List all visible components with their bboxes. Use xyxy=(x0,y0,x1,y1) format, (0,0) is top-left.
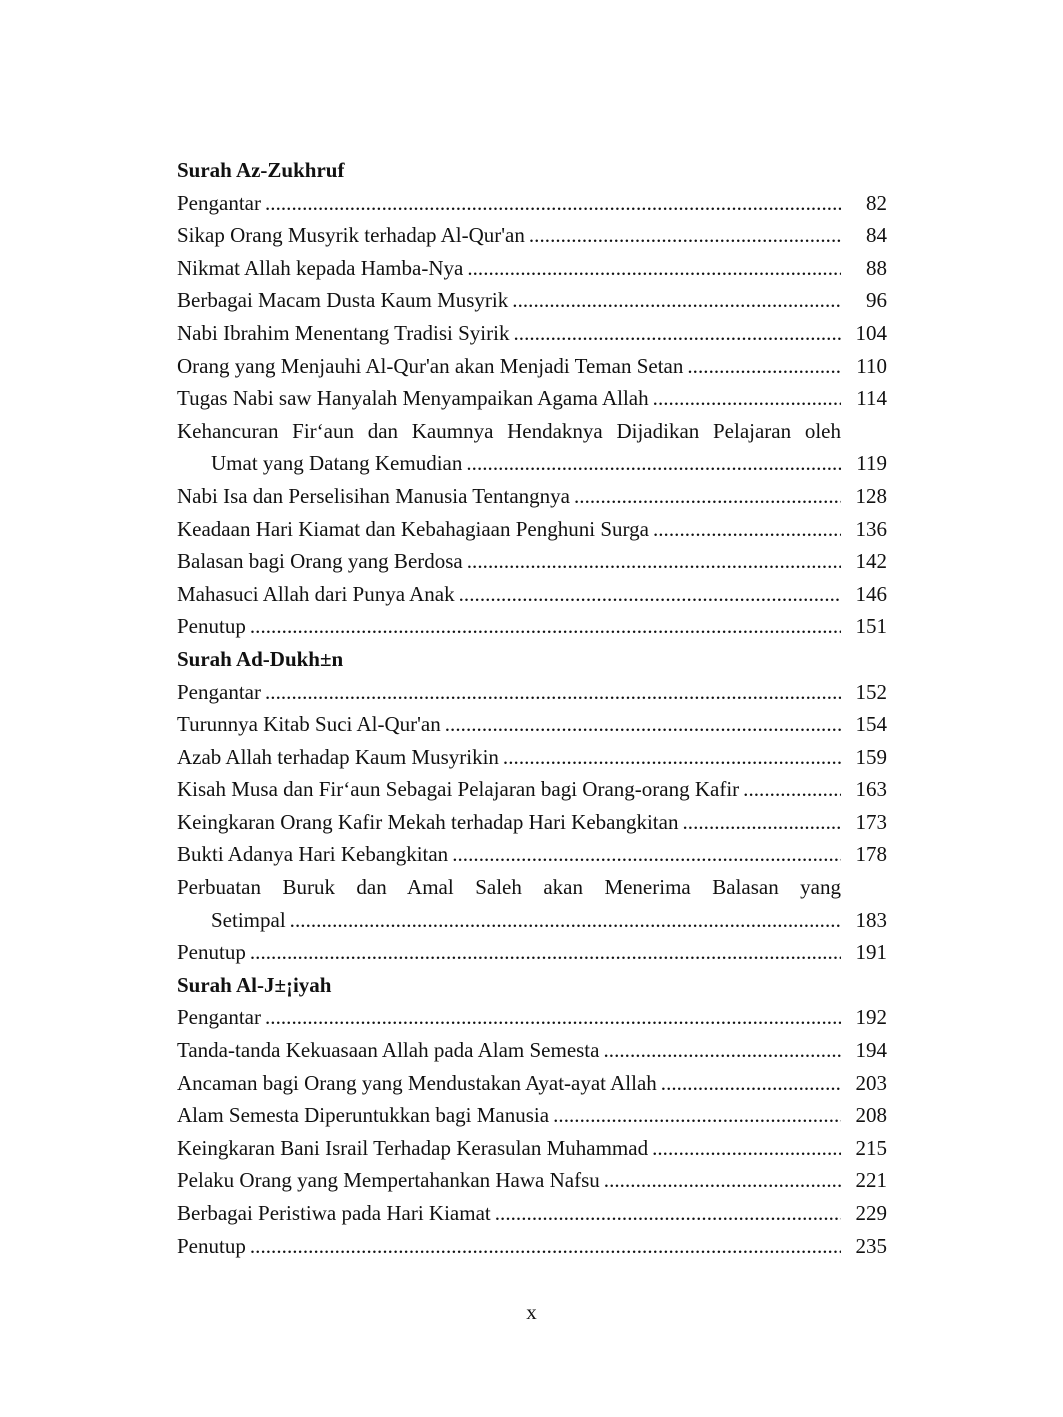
page-number: 203 xyxy=(855,1070,887,1095)
entry-title: Turunnya Kitab Suci Al-Qur'an xyxy=(177,712,441,737)
entry-title: Pengantar xyxy=(177,679,261,704)
dot-leader xyxy=(743,773,841,806)
page-number: 191 xyxy=(855,940,887,965)
page-number: 88 xyxy=(866,255,887,280)
dot-leader xyxy=(265,187,841,220)
section-title: Surah Al-J±¡iyah xyxy=(177,972,332,997)
entry-title-line1: Kehancuran Fir‘aun dan Kaumnya Hendaknya Dijadikan Pelajaran oleh xyxy=(177,418,841,443)
page-number: 178 xyxy=(855,842,887,867)
toc-entry xyxy=(177,741,887,774)
entry-title: Pelaku Orang yang Mempertahankan Hawa Nafsu xyxy=(177,1168,600,1193)
page-number: 154 xyxy=(855,712,887,737)
entry-title: Nabi Ibrahim Menentang Tradisi Syirik xyxy=(177,320,510,345)
page-number: 159 xyxy=(855,744,887,769)
entry-title: Orang yang Menjauhi Al-Qur'an akan Menjadi Teman Setan xyxy=(177,353,684,378)
toc-entry xyxy=(177,513,887,546)
page-number: 194 xyxy=(855,1038,887,1063)
toc-entry-multiline xyxy=(177,415,887,480)
dot-leader xyxy=(265,1001,841,1034)
entry-title: Bukti Adanya Hari Kebangkitan xyxy=(177,842,449,867)
page-number: 96 xyxy=(866,288,887,313)
entry-title: Penutup xyxy=(177,1233,246,1258)
page-number: 221 xyxy=(855,1168,887,1193)
page-number: 235 xyxy=(855,1233,887,1258)
entry-title: Tugas Nabi saw Hanyalah Menyampaikan Agama Allah xyxy=(177,386,649,411)
page-number: 104 xyxy=(855,320,887,345)
toc-entry xyxy=(177,1001,887,1034)
toc-entry xyxy=(177,708,887,741)
entry-title: Berbagai Peristiwa pada Hari Kiamat xyxy=(177,1201,491,1225)
entry-title: Alam Semesta Diperuntukkan bagi Manusia xyxy=(177,1103,550,1128)
dot-leader xyxy=(250,936,841,969)
page-number: 114 xyxy=(856,386,887,411)
toc-entry xyxy=(177,838,887,871)
toc-entry xyxy=(177,480,887,513)
toc-entry xyxy=(177,1067,887,1100)
entry-title: Sikap Orang Musyrik terhadap Al-Qur'an xyxy=(177,223,525,248)
toc-entry xyxy=(177,1197,887,1230)
toc-entry xyxy=(177,1164,887,1197)
toc-entry xyxy=(177,936,887,969)
entry-title: Balasan bagi Orang yang Berdosa xyxy=(177,549,463,574)
entry-title: Penutup xyxy=(177,940,246,965)
entry-title: Pengantar xyxy=(177,190,261,215)
page-number: 215 xyxy=(855,1135,887,1160)
page-number: 163 xyxy=(855,777,887,802)
dot-leader xyxy=(467,252,841,285)
toc-entry xyxy=(177,578,887,611)
page-footer-number: x xyxy=(526,1300,537,1324)
toc-entry xyxy=(177,219,887,252)
dot-leader xyxy=(682,806,841,839)
dot-leader xyxy=(250,610,841,643)
page-number: 192 xyxy=(855,1005,887,1030)
dot-leader xyxy=(604,1164,841,1197)
dot-leader xyxy=(653,513,841,546)
entry-title: Keingkaran Bani Israil Terhadap Kerasulan Muhammad xyxy=(177,1135,649,1160)
dot-leader xyxy=(574,480,841,513)
dot-leader xyxy=(459,578,841,611)
page-number: 136 xyxy=(855,516,887,541)
toc-entry xyxy=(177,284,887,317)
entry-title: Keadaan Hari Kiamat dan Kebahagiaan Penghuni Surga xyxy=(177,516,649,541)
toc-entry xyxy=(177,676,887,709)
entry-title: Tanda-tanda Kekuasaan Allah pada Alam Semesta xyxy=(177,1038,600,1063)
dot-leader xyxy=(445,708,841,741)
entry-title-continuation: Setimpal xyxy=(211,907,286,932)
toc-entry xyxy=(177,1099,887,1132)
page-number: 110 xyxy=(856,353,887,378)
section-title: Surah Az-Zukhruf xyxy=(177,158,345,182)
dot-leader xyxy=(513,317,841,350)
dot-leader xyxy=(652,1132,841,1165)
entry-title: Keingkaran Orang Kafir Mekah terhadap Hari Kebangkitan xyxy=(177,809,679,834)
table-of-contents xyxy=(177,154,887,1262)
entry-title-line1: Perbuatan Buruk dan Amal Saleh akan Menerima Balasan yang xyxy=(177,875,841,900)
page-number: 173 xyxy=(855,809,887,834)
page-number: 229 xyxy=(855,1201,887,1225)
entry-title: Ancaman bagi Orang yang Mendustakan Ayat-ayat Allah xyxy=(177,1070,657,1095)
entry-title: Berbagai Macam Dusta Kaum Musyrik xyxy=(177,288,509,313)
entry-title: Azab Allah terhadap Kaum Musyrikin xyxy=(177,744,499,769)
entry-title-continuation: Umat yang Datang Kemudian xyxy=(211,451,463,476)
toc-entry xyxy=(177,1132,887,1165)
dot-leader xyxy=(603,1034,841,1067)
toc-entry xyxy=(177,252,887,285)
dot-leader xyxy=(553,1099,841,1132)
dot-leader xyxy=(653,382,841,415)
toc-entry xyxy=(177,317,887,350)
dot-leader xyxy=(452,838,841,871)
page-number: 151 xyxy=(855,614,887,639)
page-number: 183 xyxy=(855,907,887,932)
page-number: 142 xyxy=(855,549,887,574)
dot-leader xyxy=(529,219,841,252)
dot-leader xyxy=(512,284,841,317)
page-number: 152 xyxy=(855,679,887,704)
toc-entry xyxy=(177,382,887,415)
dot-leader xyxy=(661,1067,841,1100)
toc-entry xyxy=(177,1230,887,1263)
section-title: Surah Ad-Dukh±n xyxy=(177,646,344,671)
entry-title: Mahasuci Allah dari Punya Anak xyxy=(177,581,455,606)
dot-leader xyxy=(466,447,841,480)
dot-leader xyxy=(687,350,841,383)
dot-leader xyxy=(495,1197,841,1230)
dot-leader xyxy=(467,545,841,578)
entry-title: Kisah Musa dan Fir‘aun Sebagai Pelajaran bagi Orang-orang Kafir xyxy=(177,777,740,802)
toc-entry-multiline xyxy=(177,871,887,936)
dot-leader xyxy=(265,676,841,709)
page-number: 82 xyxy=(866,190,887,215)
page-number: 119 xyxy=(856,451,887,476)
page-number: 128 xyxy=(855,483,887,508)
toc-entry xyxy=(177,773,887,806)
toc-entry xyxy=(177,610,887,643)
dot-leader xyxy=(250,1230,841,1263)
page-number: 146 xyxy=(855,581,887,606)
entry-title: Pengantar xyxy=(177,1005,261,1030)
entry-title: Nabi Isa dan Perselisihan Manusia Tentangnya xyxy=(177,483,570,508)
dot-leader xyxy=(503,741,841,774)
toc-entry xyxy=(177,1034,887,1067)
toc-entry xyxy=(177,187,887,220)
entry-title: Penutup xyxy=(177,614,246,639)
toc-entry xyxy=(177,806,887,839)
page-number: 208 xyxy=(855,1103,887,1128)
toc-entry xyxy=(177,545,887,578)
page-number: 84 xyxy=(866,223,887,248)
dot-leader xyxy=(290,904,841,937)
entry-title: Nikmat Allah kepada Hamba-Nya xyxy=(177,255,464,280)
toc-entry xyxy=(177,350,887,383)
